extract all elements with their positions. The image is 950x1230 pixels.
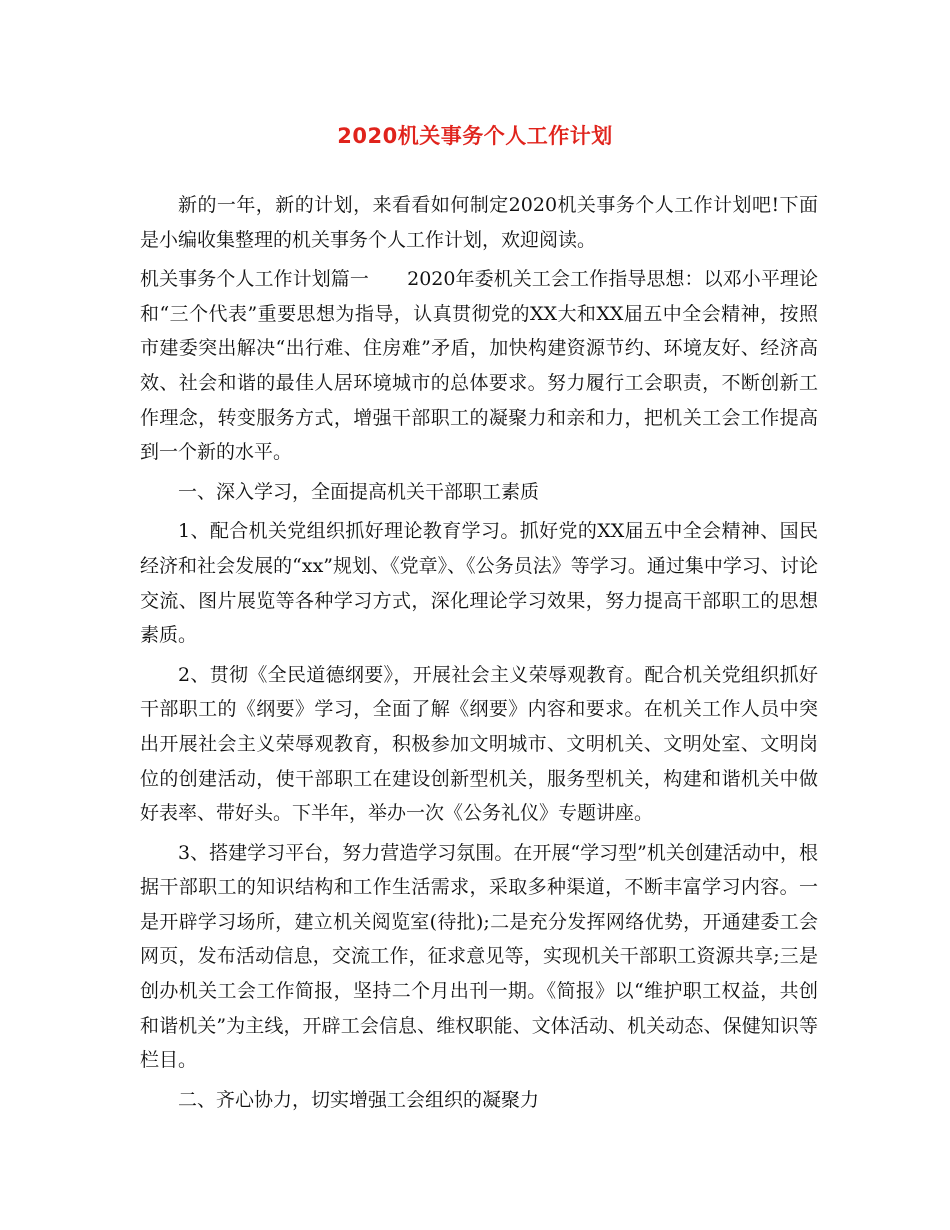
section-heading-one: 一、深入学习，全面提高机关干部职工素质 — [178, 480, 540, 503]
plan-section-paragraph: 机关事务个人工作计划篇一 2020年委机关工会工作指导思想：以邓小平理论和“三个代表”重要思想为指导，认真贯彻党的XX大和XX届五中全会精神，按照市建委突出解决“出行难、住房难”矛盾，加快构建资源节约、环境友好、经济高效、社会和谐的最佳人居环境城市的总体要求。努力履行工会职责，不断创新工作理念，转变服务方式，增强干部职工的凝聚力和亲和力，把机关工会工作提高到一个新的水平。 — [140, 268, 818, 464]
section-heading-two: 二、齐心协力，切实增强工会组织的凝聚力 — [178, 1088, 540, 1111]
item-paragraph-3: 3、搭建学习平台，努力营造学习氛围。在开展“学习型”机关创建活动中，根据干部职工的知识结构和工作生活需求，采取多种渠道，不断丰富学习内容。一是开辟学习场所，建立机关阅览室(待批);二是充分发挥网络优势，开通建委工会网页，发布活动信息，交流工作，征求意见等，实现机关干部职工资源共享;三是创办机关工会工作简报，坚持二个月出刊一期。《简报》以“维护职工权益，共创和谐机关”为主线，开辟工会信息、维权职能、文体活动、机关动态、保健知识等栏目。 — [140, 841, 818, 1072]
item-paragraph-1: 1、配合机关党组织抓好理论教育学习。抓好党的XX届五中全会精神、国民经济和社会发展的“xx”规划、《党章》、《公务员法》等学习。通过集中学习、讨论交流、图片展览等各种学习方式，深化理论学习效果，努力提高干部职工的思想素质。 — [140, 520, 818, 647]
item-paragraph-2: 2、贯彻《全民道德纲要》，开展社会主义荣辱观教育。配合机关党组织抓好干部职工的《纲要》学习，全面了解《纲要》内容和要求。在机关工作人员中突出开展社会主义荣辱观教育，积极参加文明城市、文明机关、文明处室、文明岗位的创建活动，使干部职工在建设创新型机关，服务型机关，构建和谐机关中做好表率、带好头。下半年，举办一次《公务礼仪》专题讲座。 — [140, 663, 818, 825]
document-title: 2020机关事务个人工作计划 — [337, 124, 613, 148]
document-body — [140, 188, 818, 1122]
intro-paragraph: 新的一年，新的计划，来看看如何制定2020机关事务个人工作计划吧!下面是小编收集整理的机关事务个人工作计划，欢迎阅读。 — [140, 194, 818, 251]
